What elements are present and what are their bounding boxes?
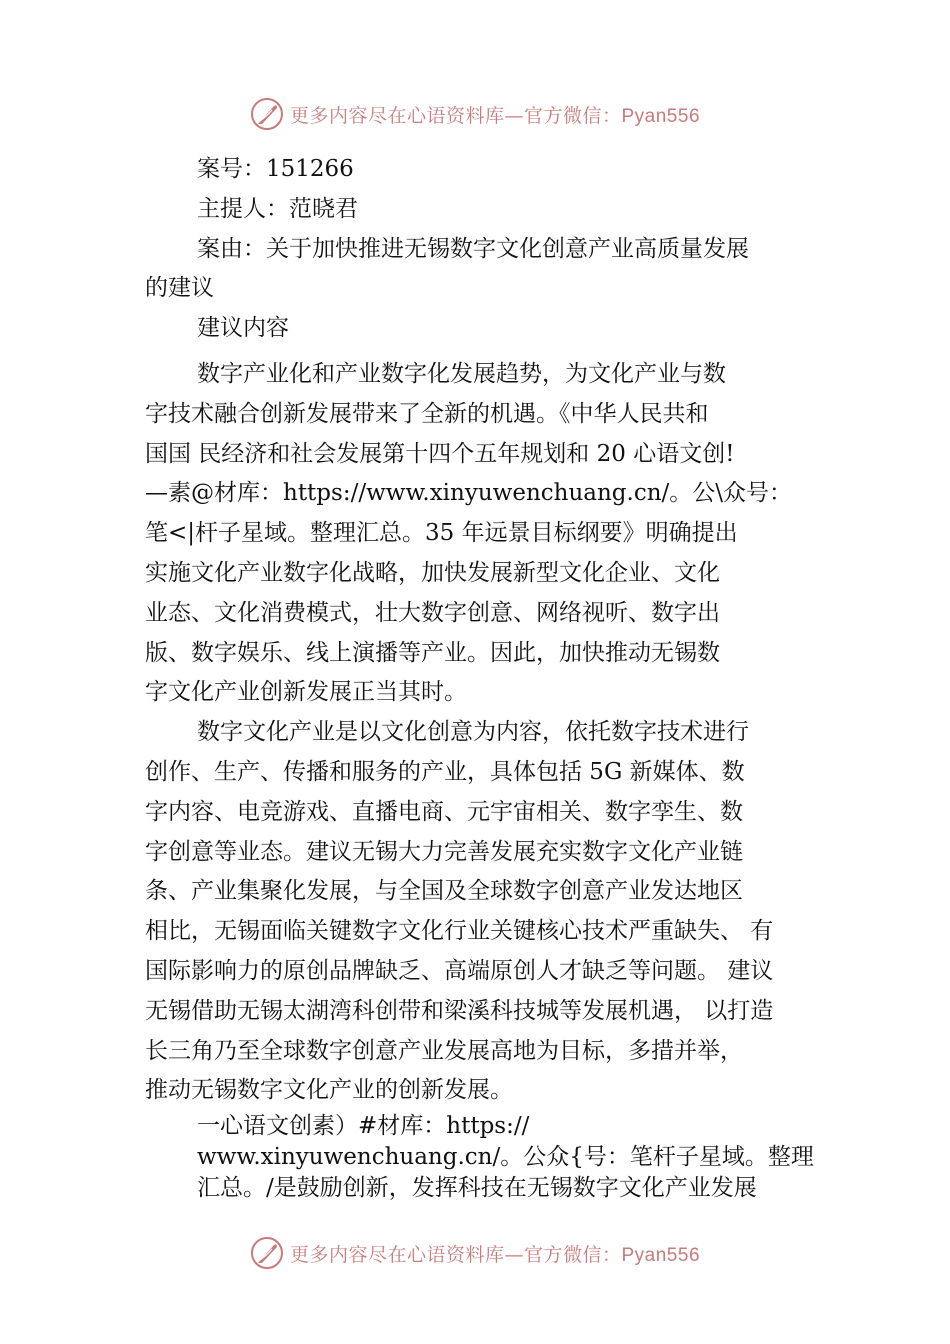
paragraph-line: 实施文化产业数字化战略，加快发展新型文化企业、文化 (145, 559, 720, 586)
paragraph-line: 数字文化产业是以文化创意为内容，依托数字技术进行 (197, 719, 749, 746)
paragraph-line: 国国 民经济和社会发展第十四个五年规划和 20 心语文创! (145, 440, 735, 467)
quill-pen-logo-icon (250, 97, 284, 131)
paragraph-line: 字文化产业创新发展正当其时。 (145, 679, 467, 706)
paragraph-line: —素@材库：https://www.xinyuwenchuang.cn/。公\众号： (145, 480, 793, 507)
paragraph-line: 一心语文创素）#材库：https:// (197, 1113, 530, 1140)
banner-wechat-id: Pyan556 (621, 105, 701, 127)
paragraph-line: 汇总。/是鼓励创新，发挥科技在无锡数字文化产业发展 (197, 1175, 757, 1202)
paragraph-2 (145, 713, 825, 1111)
banner-text (290, 1240, 700, 1267)
proposer: 主提人：范晓君 (197, 195, 358, 222)
paragraph-line: 字创意等业态。建议无锡大力完善发展充实数字文化产业链 (145, 838, 743, 865)
paragraph-line: 版、数字娱乐、线上演播等产业。因此，加快推动无锡数 (145, 639, 720, 666)
case-number: 案号：151266 (197, 156, 354, 182)
paragraph-line: 长三角乃至全球数字创意产业发展高地为目标，多措并举， (145, 1037, 743, 1064)
banner-text (290, 101, 700, 128)
section-title: 建议内容 (197, 315, 289, 342)
paragraph-line: 相比，无锡面临关键数字文化行业关键核心技术严重缺失、 有 (145, 918, 774, 945)
paragraph-line: 笔<|杆子星域。整理汇总。35 年远景目标纲要》明确提出 (145, 520, 738, 547)
document-body (145, 150, 825, 1204)
paragraph-line: 国际影响力的原创品牌缺乏、高端原创人才缺乏等问题。 建议 (145, 957, 774, 984)
paragraph-line: 无锡借助无锡太湖湾科创带和梁溪科技城等发展机遇， 以打造 (145, 997, 774, 1024)
paragraph-line: 数字产业化和产业数字化发展趋势，为文化产业与数 (197, 360, 726, 387)
paragraph-line: 字技术融合创新发展带来了全新的机遇。《中华人民共和 (145, 400, 709, 427)
banner-wechat-id: Pyan556 (621, 1244, 701, 1266)
subject-line-2: 的建议 (145, 275, 214, 302)
banner-label: 更多内容尽在心语资料库—官方微信： (289, 104, 622, 127)
paragraph-3 (145, 1111, 825, 1204)
quill-pen-logo-icon (250, 1236, 284, 1270)
subject-line-1: 案由：关于加快推进无锡数字文化创意产业高质量发展 (197, 235, 749, 262)
paragraph-line: 字内容、电竞游戏、直播电商、元宇宙相关、数字孪生、数 (145, 798, 743, 825)
paragraph-line: 创作、生产、传播和服务的产业，具体包括 5G 新媒体、数 (145, 758, 745, 785)
paragraph-line: www.xinyuwenchuang.cn/。公众{号：笔杆子星域。整理 (197, 1144, 814, 1171)
bottom-watermark-banner (0, 1233, 950, 1273)
paragraph-line: 推动无锡数字文化产业的创新发展。 (145, 1077, 513, 1104)
banner-label: 更多内容尽在心语资料库—官方微信： (289, 1243, 622, 1266)
paragraph-line: 业态、文化消费模式，壮大数字创意、网络视听、数字出 (145, 599, 720, 626)
paragraph-1 (145, 355, 825, 713)
top-watermark-banner (0, 94, 950, 134)
paragraph-line: 条、产业集聚化发展，与全国及全球数字创意产业发达地区 (145, 878, 743, 905)
